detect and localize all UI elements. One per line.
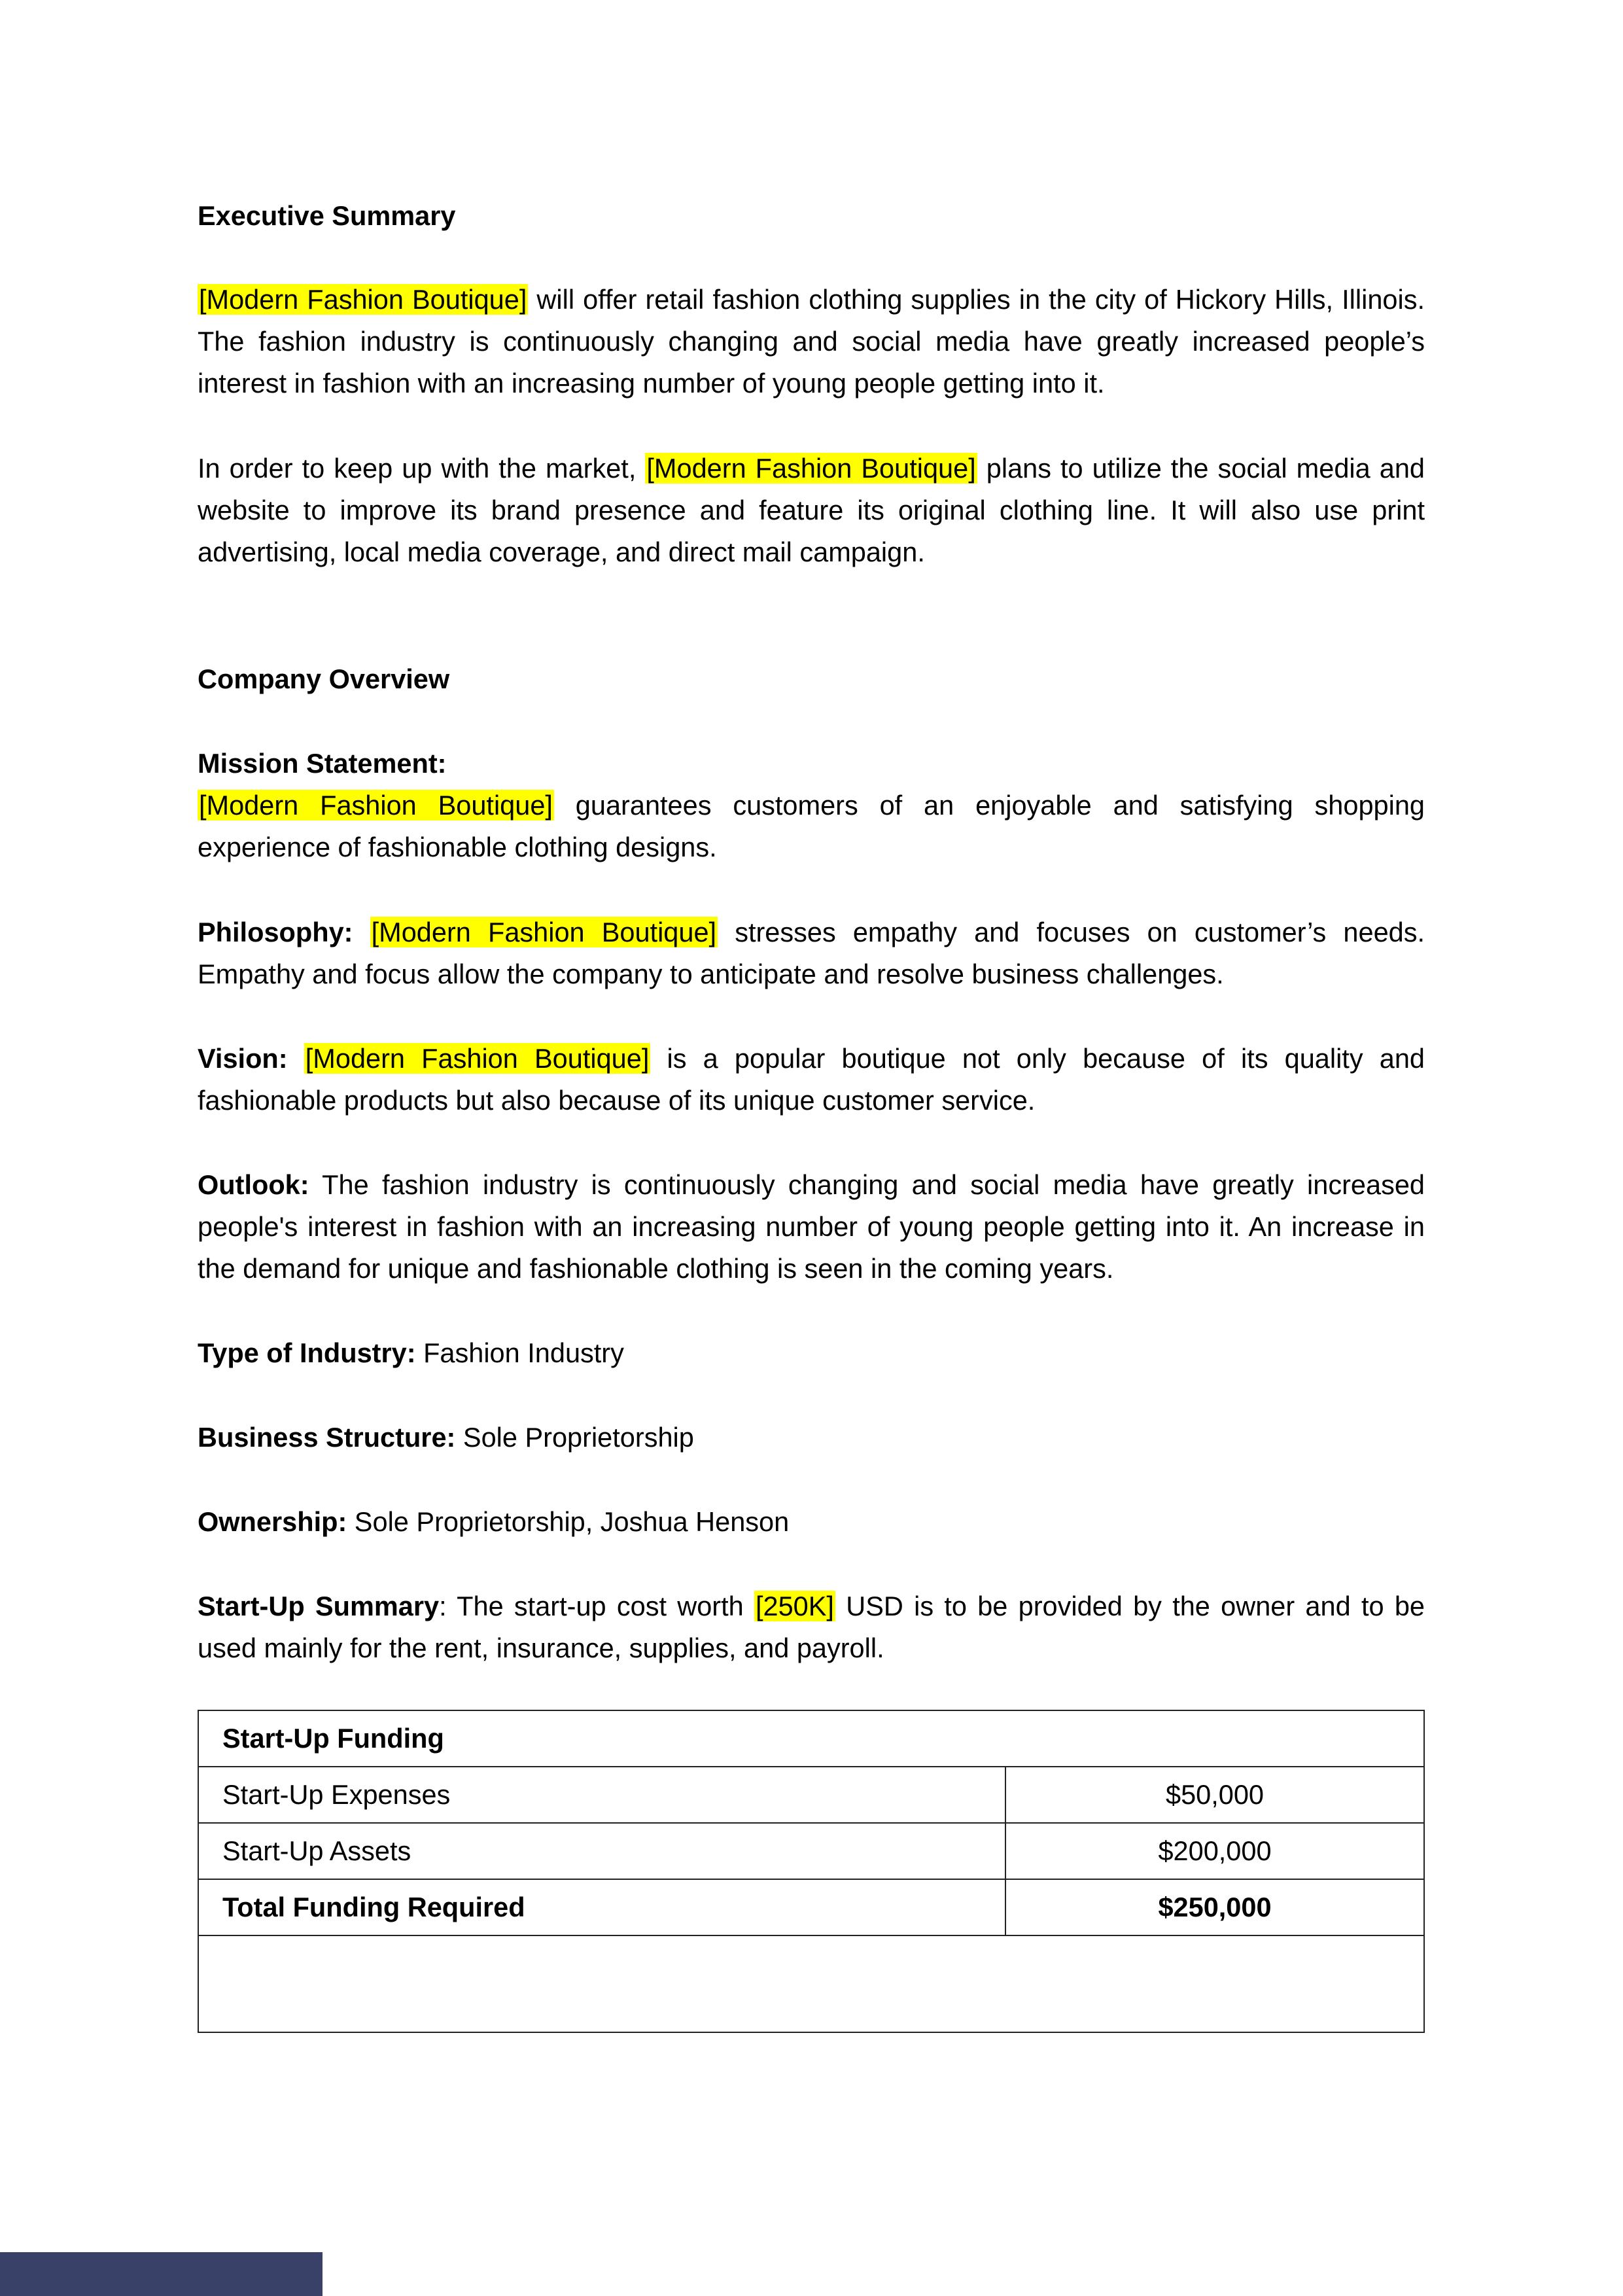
philosophy-label: Philosophy:	[198, 917, 353, 947]
table-empty-row	[198, 1935, 1424, 2032]
table-total-label: Total Funding Required	[198, 1879, 1005, 1935]
outlook-paragraph: Outlook: The fashion industry is continuously changing and social media have greatly increased people's interest in fashion with an increasing number of young people getting into it. An increase in the demand for unique and fashionable clothing is seen in the coming years.	[198, 1169, 1425, 1284]
company-overview-heading: Company Overview	[198, 663, 450, 694]
table-cell-value: $50,000	[1005, 1767, 1424, 1823]
vision-paragraph: Vision: [Modern Fashion Boutique] is a popular boutique not only because of its quality and fashionable products but also because of its unique customer service.	[198, 1043, 1425, 1116]
outlook-label: Outlook:	[198, 1169, 309, 1200]
startup-amount-highlight: [250K]	[755, 1591, 834, 1621]
startup-funding-table	[198, 1710, 1425, 2033]
vision-label: Vision:	[198, 1043, 288, 1074]
ownership-label: Ownership:	[198, 1506, 347, 1537]
footer-accent-bar	[0, 2252, 323, 2296]
business-name-highlight: [Modern Fashion Boutique]	[199, 790, 553, 821]
table-cell-label: Start-Up Expenses	[198, 1767, 1005, 1823]
business-name-highlight: [Modern Fashion Boutique]	[199, 284, 527, 315]
table-header-cell: Start-Up Funding	[198, 1710, 1424, 1767]
mission-statement-label: Mission Statement:	[198, 748, 447, 779]
executive-summary-paragraph-1: [Modern Fashion Boutique] will offer retail fashion clothing supplies in the city of Hickory Hills, Illinois. The fashion industry is continuously changing and social media have greatly increased people’s interest in fashion with an increasing number of young people getting into it.	[198, 284, 1425, 398]
industry-label: Type of Industry:	[198, 1337, 416, 1368]
table-cell-label: Start-Up Assets	[198, 1823, 1005, 1879]
executive-summary-paragraph-2: In order to keep up with the market, [Modern Fashion Boutique] plans to utilize the social media and website to improve its brand presence and feature its original clothing line. It will also use print advertising, local media coverage, and direct mail campaign.	[198, 453, 1425, 567]
business-structure-paragraph: Business Structure: Sole Proprietorship	[198, 1422, 694, 1453]
table-row	[198, 1767, 1424, 1823]
industry-paragraph: Type of Industry: Fashion Industry	[198, 1337, 624, 1368]
table-total-row	[198, 1879, 1424, 1935]
ownership-paragraph: Ownership: Sole Proprietorship, Joshua Henson	[198, 1506, 790, 1537]
mission-statement-paragraph: Mission Statement: [Modern Fashion Boutique] guarantees customers of an enjoyable and satisfying shopping experience of fashionable clothing designs.	[198, 748, 1425, 862]
table-total-value: $250,000	[1005, 1879, 1424, 1935]
startup-summary-label: Start-Up Summary	[198, 1591, 440, 1621]
executive-summary-heading: Executive Summary	[198, 200, 456, 231]
table-header-row	[198, 1710, 1424, 1767]
business-structure-label: Business Structure:	[198, 1422, 456, 1453]
philosophy-paragraph: Philosophy: [Modern Fashion Boutique] stresses empathy and focuses on customer’s needs. Empathy and focus allow the company to anticipate and resolve business challenges.	[198, 917, 1425, 989]
startup-summary-paragraph: Start-Up Summary: The start-up cost worth [250K] USD is to be provided by the owner and to be used mainly for the rent, insurance, supplies, and payroll.	[198, 1591, 1425, 1663]
business-name-highlight: [Modern Fashion Boutique]	[305, 1043, 650, 1074]
table-empty-cell	[198, 1935, 1424, 2032]
table-cell-value: $200,000	[1005, 1823, 1424, 1879]
table-row	[198, 1823, 1424, 1879]
business-name-highlight: [Modern Fashion Boutique]	[371, 917, 717, 947]
business-name-highlight: [Modern Fashion Boutique]	[646, 453, 976, 484]
